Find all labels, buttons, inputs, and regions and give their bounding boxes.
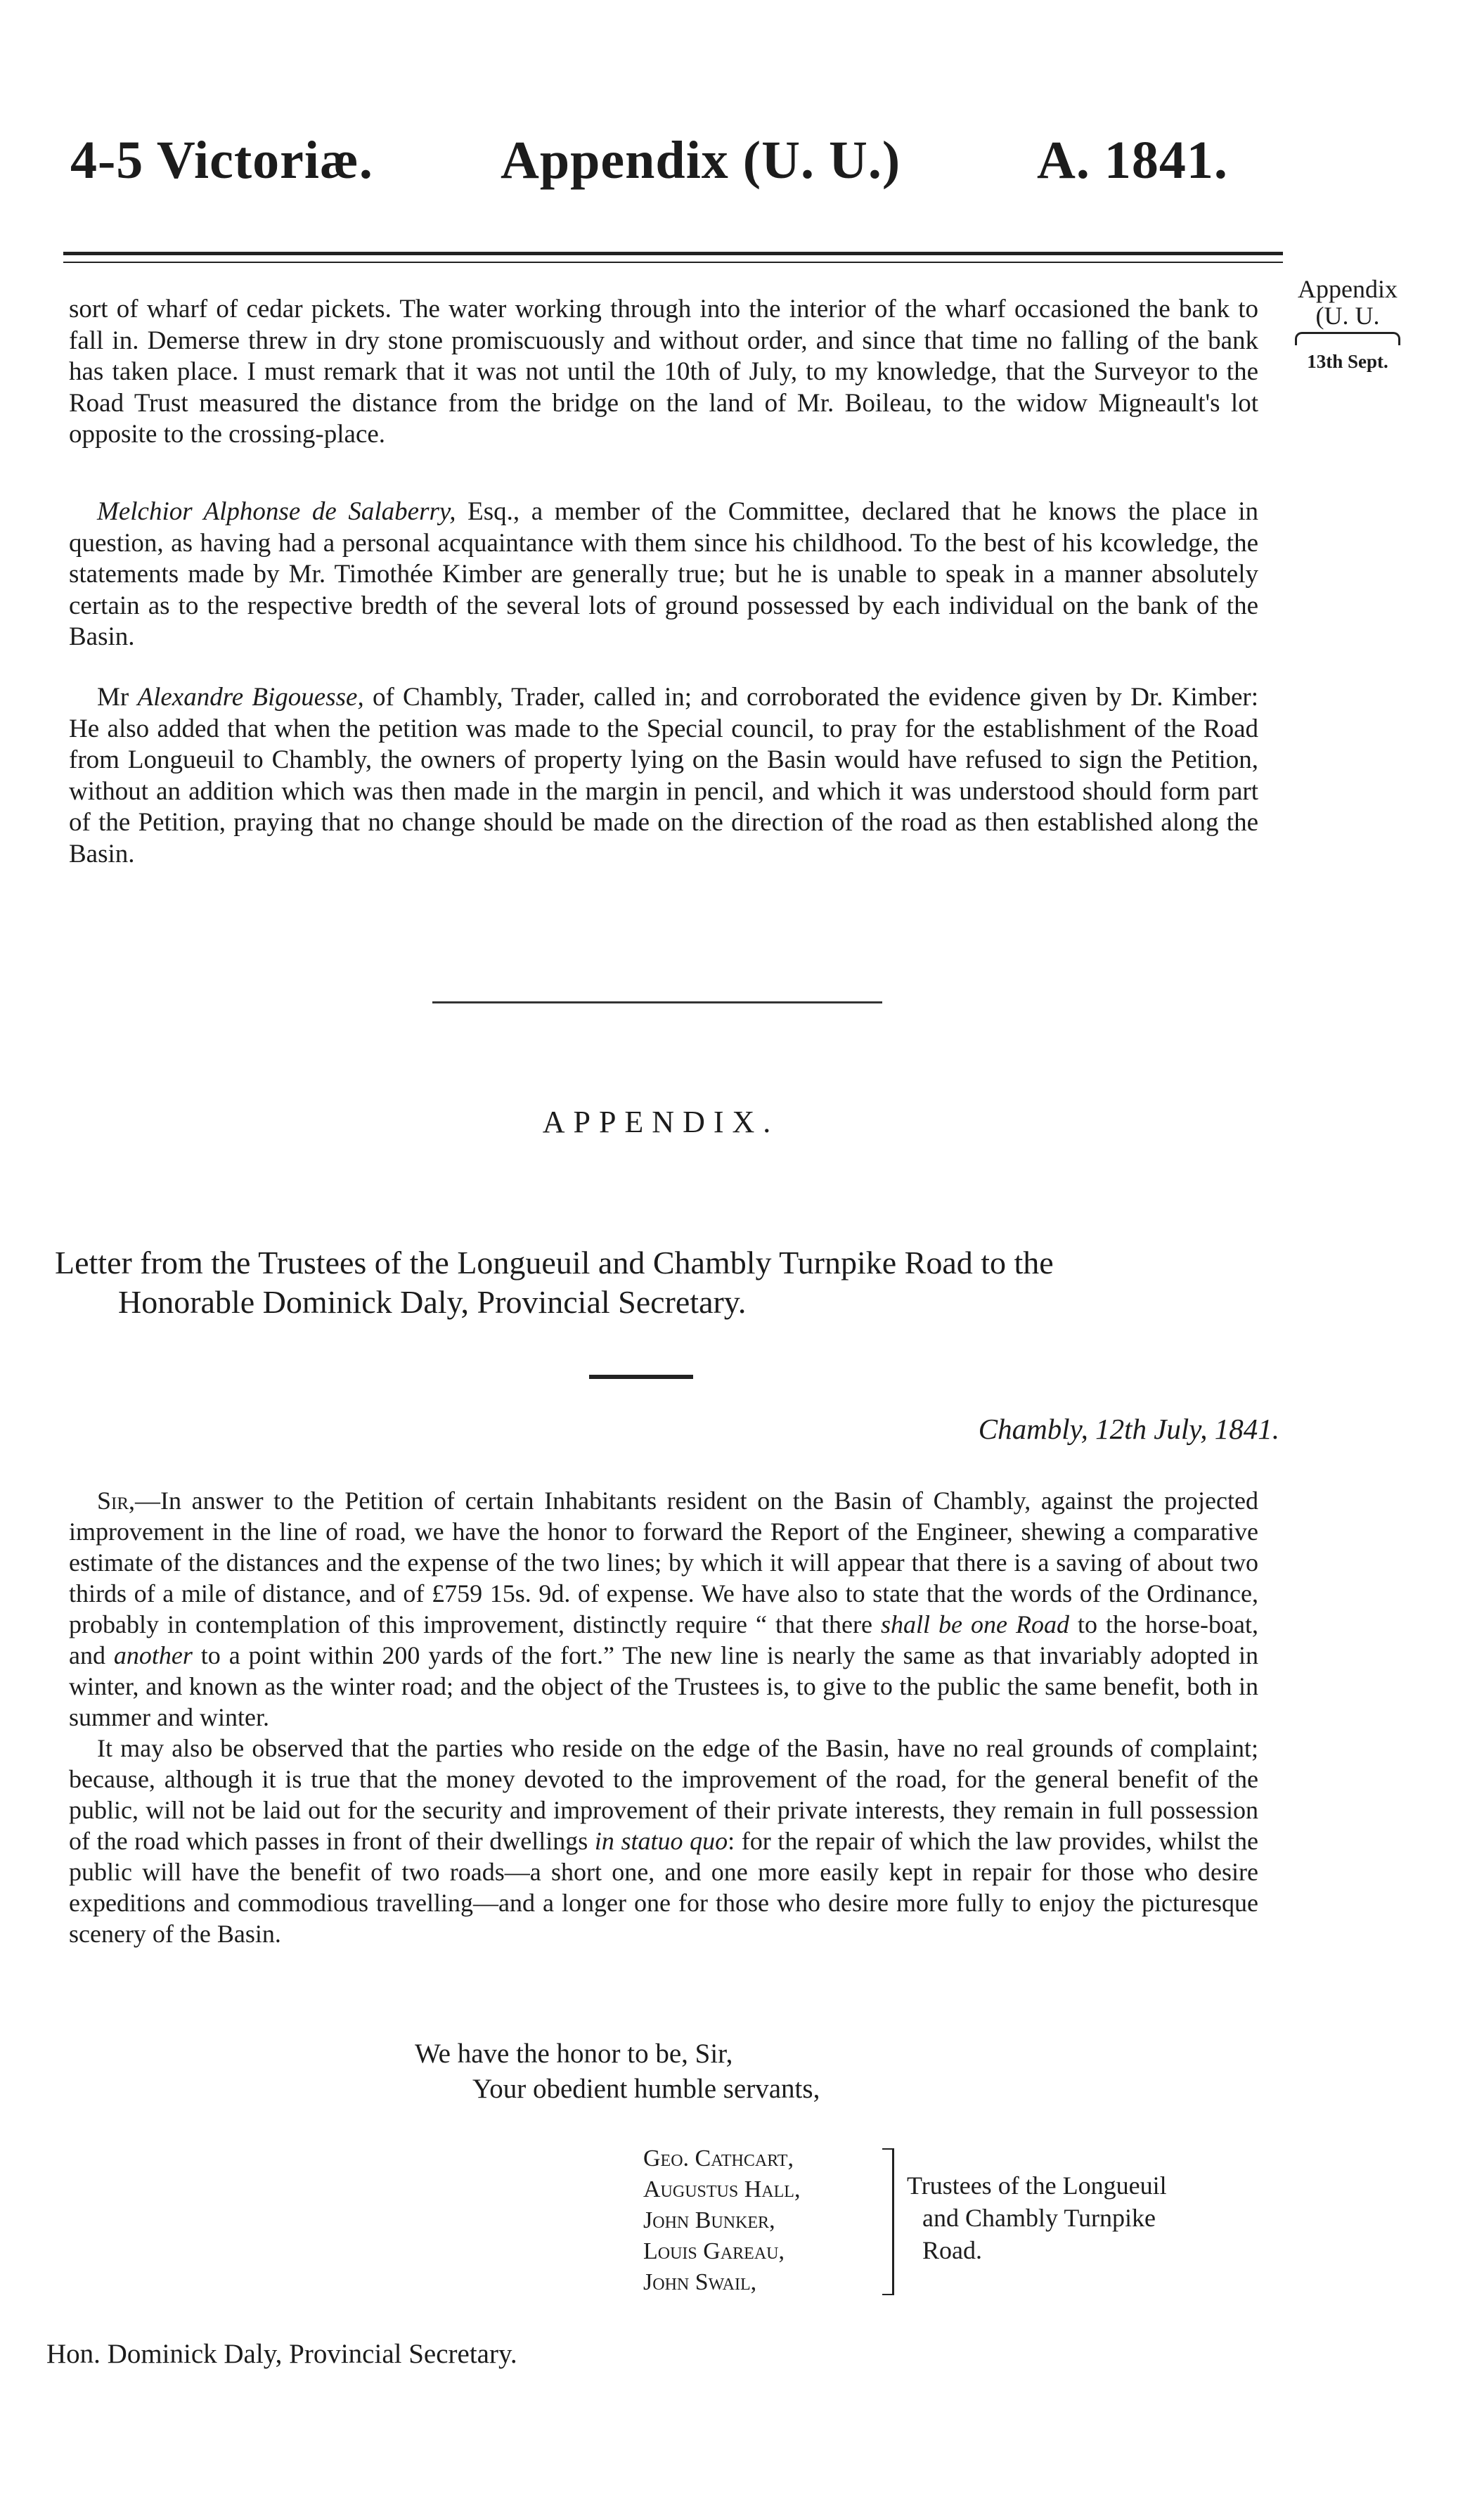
trustees-note-line: Road. — [922, 2236, 982, 2264]
paragraph-salaberry-text: Esq., a member of the Committee, declared that he knows the place in question, as having had a personal acquaintance with them since his childhood. To the best of his kcowledge, the statements made by Mr. Timothée Kimber are generally true; but he is unable to speak in a manner absolutely certain as to the respective bredth of the several lots of ground possessed by each individual on the bank of the Basin. — [69, 497, 1258, 651]
addressee: Hon. Dominick Daly, Provincial Secretary. — [46, 2339, 517, 2369]
paragraph-bigouesse-text: of Chambly, Trader, called in; and corroborated the evidence given by Dr. Kimber: He also added that when the petition was made to the Special council, to pray for the establishment of the Road from Longueuil to Chambly, the owners of property lying on the Basin would have refused to sign the Petition, without an addition which was then made in the margin in pencil, and which it was understood should form part of the Petition, praying that no change should be made on the direction of the road as then established along the Basin. — [69, 683, 1258, 868]
letter-title — [55, 1243, 1264, 1322]
margin-brace-icon — [1295, 332, 1400, 345]
header-rule-thick — [63, 252, 1283, 255]
letter-title-line-1: Letter from the Trustees of the Longueuil and Chambly Turnpike Road to the — [55, 1245, 1054, 1281]
letter-emphasis-2: another — [113, 1641, 193, 1669]
paragraph-wharf — [69, 294, 1258, 451]
witness-name-bigouesse: Alexandre Bigouesse, — [137, 683, 364, 712]
header-right: A. 1841. — [1037, 131, 1228, 190]
signatory: John Swail, — [643, 2269, 757, 2295]
letter-emphasis-1: shall be one Road — [880, 1610, 1069, 1638]
signatories — [643, 2143, 800, 2298]
paragraph-salaberry — [69, 496, 1258, 653]
appendix-title: APPENDIX. — [542, 1105, 780, 1139]
letter-salutation: Sir, — [97, 1487, 136, 1515]
margin-note-ref: (U. U. — [1315, 302, 1380, 330]
letter-paragraph-2-b: : for the repair of which the law provides, whilst the public will have the benefit of two roads—a short one, and one more easily kept in repair for those who desire expeditions and commodious travelling—and a longer one for those who desire more fully to enjoy the picturesque scenery of the Basin. — [69, 1827, 1258, 1948]
letter-paragraph-1-b: to the horse-boat, and — [69, 1610, 1258, 1669]
signatory: Geo. Cathcart, — [643, 2145, 794, 2171]
letter-paragraph-2 — [69, 1733, 1258, 1949]
header-center: Appendix (U. U.) — [501, 131, 901, 190]
letter-title-line-2: Honorable Dominick Daly, Provincial Secretary. — [118, 1284, 747, 1320]
signatory: John Bunker, — [643, 2207, 775, 2233]
margin-note-label: Appendix — [1298, 275, 1398, 303]
letter-emphasis-3: in statuo quo — [594, 1827, 728, 1855]
trustees-note-line: Trustees of the Longueuil — [907, 2171, 1167, 2200]
signatory: Augustus Hall, — [643, 2176, 801, 2202]
trustees-note — [907, 2169, 1167, 2266]
letter-body — [69, 1485, 1258, 1949]
paragraph-bigouesse — [69, 682, 1258, 870]
witness-name-salaberry: Melchior Alphonse de Salaberry, — [97, 497, 456, 526]
brace-icon — [882, 2148, 894, 2295]
signatory: Louis Gareau, — [643, 2238, 785, 2264]
letter-paragraph-1-c: to a point within 200 yards of the fort.” The new line is nearly the same as that invariably adopted in winter, and known as the winter road; and the object of the Trustees is, to give to the public the same benefit, both in summer and winter. — [69, 1641, 1258, 1731]
margin-note-date: 13th Sept. — [1307, 351, 1388, 372]
title-separator — [589, 1375, 693, 1379]
margin-note — [1288, 276, 1407, 375]
letter-date: Chambly, 12th July, 1841. — [978, 1413, 1279, 1445]
letter-paragraph-1-a: —In answer to the Petition of certain Inhabitants resident on the Basin of Chambly, against the projected improvement in the line of road, we have the honor to forward the Report of the Engineer, shewing a comparative estimate of the distances and the expense of the two lines; by which it will appear that there is a saving of about two thirds of a mile of distance, and of £759 15s. 9d. of expense. We have also to state that the words of the Ordinance, probably in contemplation of this improvement, distinctly require “ that there — [69, 1487, 1258, 1638]
letter-paragraph-2-a: It may also be observed that the parties who reside on the edge of the Basin, have no real grounds of complaint; because, although it is true that the money devoted to the improvement of the road, for the general benefit of the public, will not be laid out for the security and improvement of their private interests, they remain in full possession of the road which passes in front of their dwellings — [69, 1734, 1258, 1855]
paragraph-wharf-text: sort of wharf of cedar pickets. The water working through into the interior of the wharf occasioned the bank to fall in. Demerse threw in dry stone promiscuously and without order, and since that time no falling of the bank has taken place. I must remark that it was not until the 10th of July, to my knowledge, that the Surveyor to the Road Trust measured the distance from the bridge on the land of Mr. Boileau, to the widow Migneault's lot opposite to the crossing-place. — [69, 295, 1258, 449]
paragraph-bigouesse-body — [69, 682, 1258, 870]
header-left: 4-5 Victoriæ. — [70, 131, 373, 190]
header-rule-thin — [63, 262, 1283, 263]
paragraph-bigouesse-prefix: Mr — [97, 683, 138, 712]
closing-line-1: We have the honor to be, Sir, — [415, 2039, 733, 2069]
trustees-note-line: and Chambly Turnpike — [922, 2204, 1156, 2232]
section-separator — [432, 1001, 882, 1003]
paragraph-salaberry-body — [69, 496, 1258, 653]
letter-paragraph-1 — [69, 1485, 1258, 1733]
closing-line-2: Your obedient humble servants, — [472, 2074, 820, 2104]
